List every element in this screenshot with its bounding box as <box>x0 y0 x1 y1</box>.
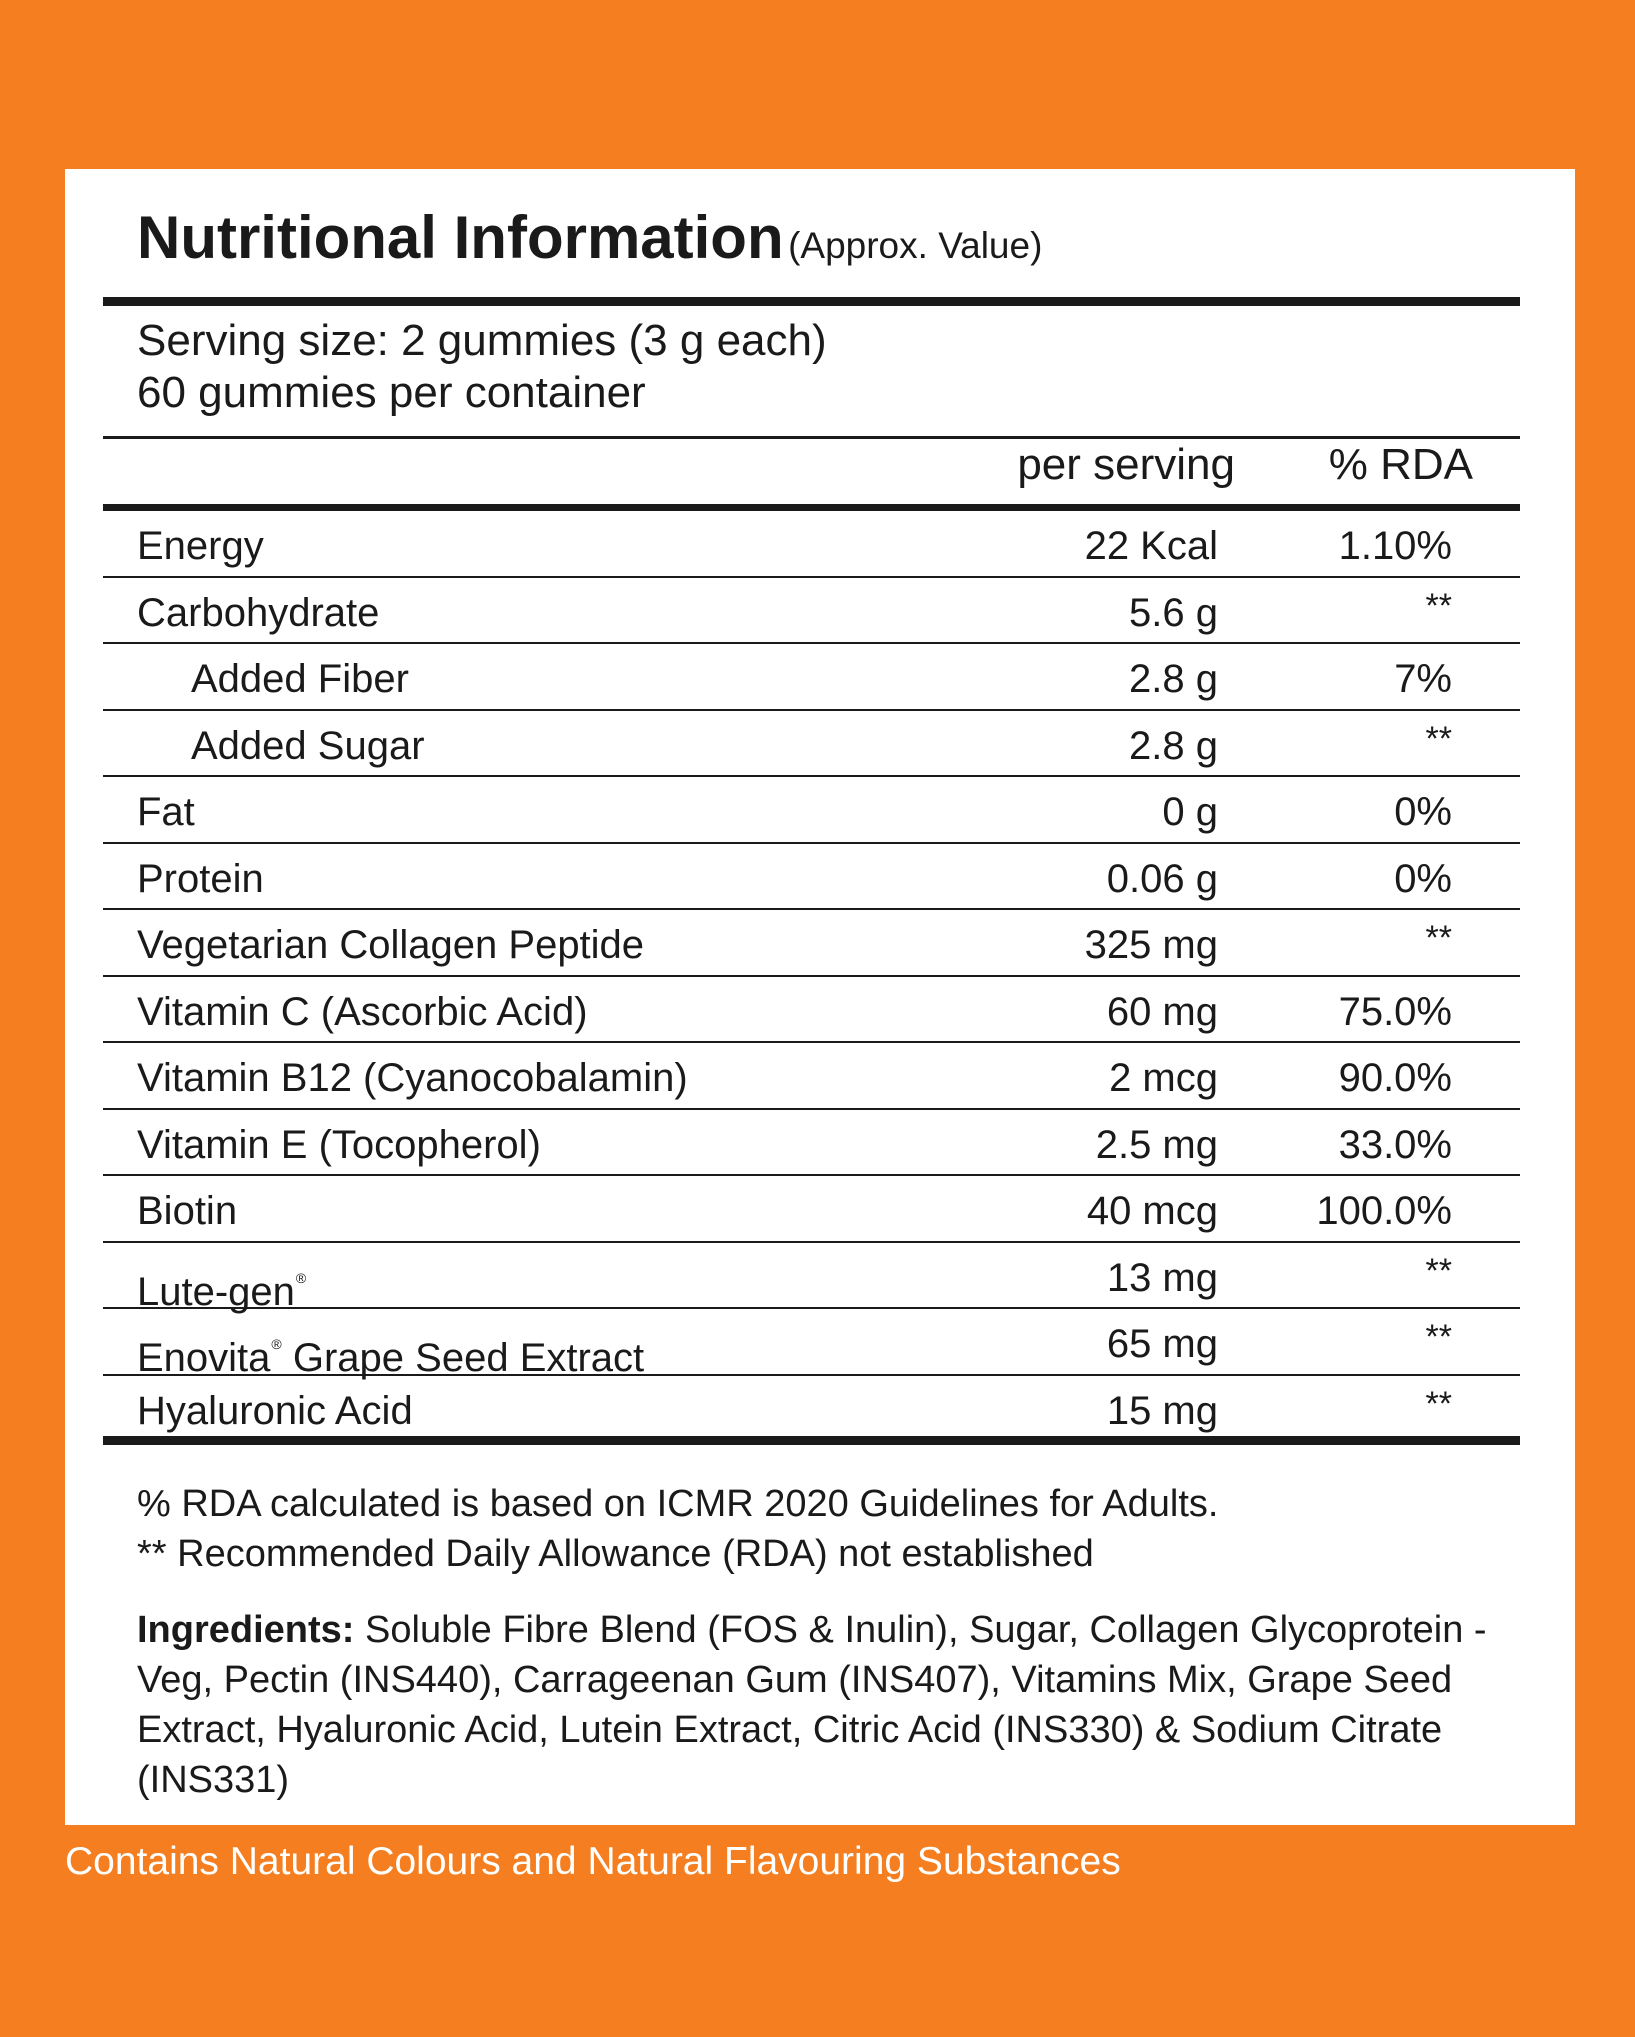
nutrient-name-with-mark <box>137 1254 306 1316</box>
ingredients-block <box>137 1605 1557 1805</box>
table-row <box>103 578 1520 645</box>
nutrient-name: Fat <box>137 790 195 834</box>
column-header-per-serving: per serving <box>1017 440 1235 489</box>
servings-per-container: 60 gummies per container <box>137 368 646 417</box>
table-row <box>103 511 1520 578</box>
serving-info <box>137 315 827 419</box>
rda-value: 90.0% <box>1338 1056 1452 1100</box>
rda-value: 75.0% <box>1338 989 1452 1034</box>
nutrient-name: Vitamin E (Tocopherol) <box>137 1122 541 1167</box>
nutrient-name: Lute-gen <box>137 1269 295 1314</box>
nutrient-name: Added Fiber <box>191 657 409 701</box>
header-divider <box>103 504 1520 511</box>
ingredients-label: Ingredients: <box>137 1609 355 1651</box>
table-row <box>103 1243 1520 1314</box>
per-serving-value: 2 mcg <box>1109 1056 1218 1100</box>
bottom-divider <box>103 1436 1520 1445</box>
rda-value: ** <box>1425 1318 1452 1356</box>
page-subtitle: (Approx. Value) <box>788 225 1043 266</box>
per-serving-value: 65 mg <box>1106 1322 1218 1366</box>
rda-value: ** <box>1425 919 1452 957</box>
per-serving-value: 2.8 g <box>1129 657 1218 701</box>
per-serving-value: 2.8 g <box>1129 723 1218 768</box>
nutrient-name: Added Sugar <box>191 723 425 768</box>
table-row <box>103 844 1520 911</box>
rda-value: ** <box>1425 586 1452 625</box>
column-header-rda: % RDA <box>1328 440 1473 489</box>
table-row <box>103 644 1520 711</box>
nutrient-name: Protein <box>137 856 264 901</box>
table-row <box>103 1309 1520 1380</box>
nutrient-brand: Enovita <box>137 1336 271 1380</box>
nutrient-name: Vegetarian Collagen Peptide <box>137 923 645 967</box>
rda-value: 0% <box>1394 856 1452 901</box>
rda-value: 7% <box>1394 657 1452 701</box>
page-title: Nutritional Information <box>137 204 784 271</box>
registered-mark: ® <box>271 1336 282 1352</box>
table-row <box>103 1043 1520 1110</box>
top-divider <box>103 297 1520 306</box>
rda-value: 33.0% <box>1338 1122 1452 1167</box>
rda-value: 100.0% <box>1316 1189 1452 1233</box>
rda-value: 0% <box>1394 790 1452 834</box>
rda-value: ** <box>1425 1384 1452 1423</box>
rda-notes <box>137 1479 1218 1579</box>
nutrient-name: Vitamin B12 (Cyanocobalamin) <box>137 1056 688 1100</box>
serving-size: Serving size: 2 gummies (3 g each) <box>137 316 827 365</box>
nutrient-name-with-mark <box>137 1320 644 1382</box>
per-serving-value: 22 Kcal <box>1084 524 1218 568</box>
rda-note-basis: % RDA calculated is based on ICMR 2020 Guidelines for Adults. <box>137 1483 1219 1525</box>
table-row <box>103 977 1520 1044</box>
title-row <box>137 203 1042 272</box>
nutrient-name: Hyaluronic Acid <box>137 1388 413 1433</box>
table-row <box>103 910 1520 977</box>
ingredients-text: Soluble Fibre Blend (FOS & Inulin), Sugar, Collagen Glycoprotein - Veg, Pectin (INS440), Carrageenan Gum (INS407), Vitamins Mix, Grape Seed Extract, Hyaluronic Acid, Lutein Extract, Citric Acid (INS330) & Sodium Citrate (INS331) <box>137 1609 1487 1801</box>
footer-note: Contains Natural Colours and Natural Flavouring Substances <box>65 1840 1121 1883</box>
per-serving-value: 2.5 mg <box>1095 1122 1218 1167</box>
rda-note-not-established: ** Recommended Daily Allowance (RDA) not established <box>137 1533 1094 1575</box>
nutrient-name: Biotin <box>137 1189 238 1233</box>
per-serving-value: 325 mg <box>1084 923 1218 967</box>
nutrient-name: Energy <box>137 524 264 568</box>
rda-value: ** <box>1425 719 1452 758</box>
table-row <box>103 1176 1520 1243</box>
per-serving-value: 0.06 g <box>1106 856 1218 901</box>
nutrient-name: Carbohydrate <box>137 590 380 635</box>
rda-value: 1.10% <box>1338 524 1452 568</box>
nutrition-panel <box>65 169 1575 1825</box>
serving-divider <box>103 436 1520 439</box>
table-row <box>103 1376 1520 1442</box>
per-serving-value: 15 mg <box>1106 1388 1218 1433</box>
table-row <box>103 1110 1520 1177</box>
per-serving-value: 40 mcg <box>1086 1189 1218 1233</box>
per-serving-value: 0 g <box>1162 790 1218 834</box>
registered-mark: ® <box>295 1269 307 1286</box>
per-serving-value: 60 mg <box>1106 989 1218 1034</box>
per-serving-value: 5.6 g <box>1129 590 1218 635</box>
table-row <box>103 711 1520 778</box>
nutrition-table <box>103 511 1520 1442</box>
nutrient-name: Grape Seed Extract <box>292 1336 645 1380</box>
table-row <box>103 777 1520 844</box>
per-serving-value: 13 mg <box>1106 1255 1218 1300</box>
rda-value: ** <box>1425 1251 1452 1290</box>
nutrient-name: Vitamin C (Ascorbic Acid) <box>137 989 588 1034</box>
